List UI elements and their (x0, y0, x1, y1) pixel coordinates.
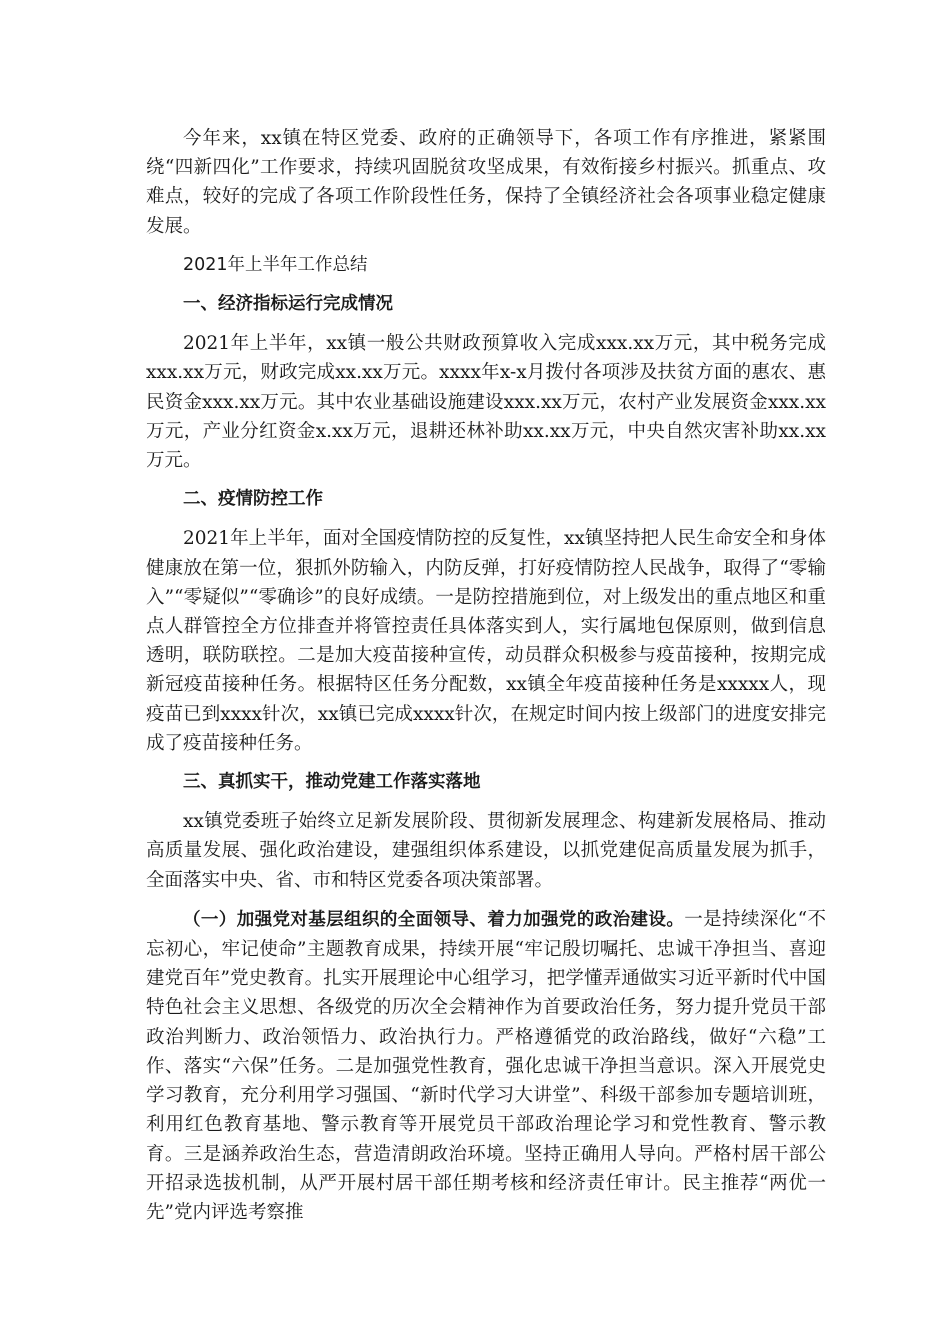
subsection-lead: （一）加强党对基层组织的全面领导、着力加强党的政治建设。 (183, 909, 685, 930)
summary-title: 2021年上半年工作总结 (183, 254, 368, 275)
section-body-epidemic: 2021年上半年，面对全国疫情防控的反复性，xx镇坚持把人民生命安全和身体健康放在第一位，狠抓外防输入，内防反弹，打好疫情防控人民战争，取得了“零输入”“零疑似”“零确诊”的良好成绩。一是防控措施到位，对上级发出的重点地区和重点人群管控全方位排查并将管控责任具体落实到人，实行属地包保原则，做到信息透明，联防联控。二是加大疫苗接种宣传，动员群众积极参与疫苗接种，按期完成新冠疫苗接种任务。根据特区任务分配数，xx镇全年疫苗接种任务是xxxxx人，现疫苗已到xxxx针次，xx镇已完成xxxx针次，在规定时间内按上级部门的进度安排完成了疫苗接种任务。 (146, 528, 826, 754)
document-page (146, 124, 826, 1237)
intro-paragraph: 今年来，xx镇在特区党委、政府的正确领导下，各项工作有序推进，紧紧围绕“四新四化”工作要求，持续巩固脱贫攻坚成果，有效衔接乡村振兴。抓重点、攻难点，较好的完成了各项工作阶段性任务，保持了全镇经济社会各项事业稳定健康发展。 (146, 128, 826, 237)
section-heading-economy: 一、经济指标运行完成情况 (183, 294, 393, 315)
subsection-paragraph (146, 905, 826, 1227)
section-body-economy: 2021年上半年，xx镇一般公共财政预算收入完成xxx.xx万元，其中税务完成xxx.xx万元，财政完成xx.xx万元。xxxx年x-x月拨付各项涉及扶贫方面的惠农、惠民资金xxx.xx万元。其中农业基础设施建设xxx.xx万元，农村产业发展资金xxx.xx万元，产业分红资金x.xx万元，退耕还林补助xx.xx万元，中央自然灾害补助xx.xx万元。 (146, 333, 826, 472)
section-heading-epidemic: 二、疫情防控工作 (183, 489, 323, 510)
section-heading-party-building: 三、真抓实干，推动党建工作落实落地 (183, 772, 481, 793)
subsection-body: 一是持续深化“不忘初心，牢记使命”主题教育成果，持续开展“牢记殷切嘱托、忠诚干净担当、喜迎建党百年”党史教育。扎实开展理论中心组学习，把学懂弄通做实习近平新时代中国特色社会主义思想、各级党的历次全会精神作为首要政治任务，努力提升党员干部政治判断力、政治领悟力、政治执行力。严格遵循党的政治路线，做好“六稳”工作、落实“六保”任务。二是加强党性教育，强化忠诚干净担当意识。深入开展党史学习教育，充分利用学习强国、“新时代学习大讲堂”、科级干部参加专题培训班，利用红色教育基地、警示教育等开展党员干部政治理论学习和党性教育、警示教育。三是涵养政治生态，营造清朗政治环境。坚持正确用人导向。严格村居干部公开招录选拔机制，从严开展村居干部任期考核和经济责任审计。民主推荐“两优一先”党内评选考察推 (146, 908, 826, 1223)
section-body-party-building: xx镇党委班子始终立足新发展阶段、贯彻新发展理念、构建新发展格局、推动高质量发展、强化政治建设，建强组织体系建设，以抓党建促高质量发展为抓手，全面落实中央、省、市和特区党委各项决策部署。 (146, 811, 826, 891)
